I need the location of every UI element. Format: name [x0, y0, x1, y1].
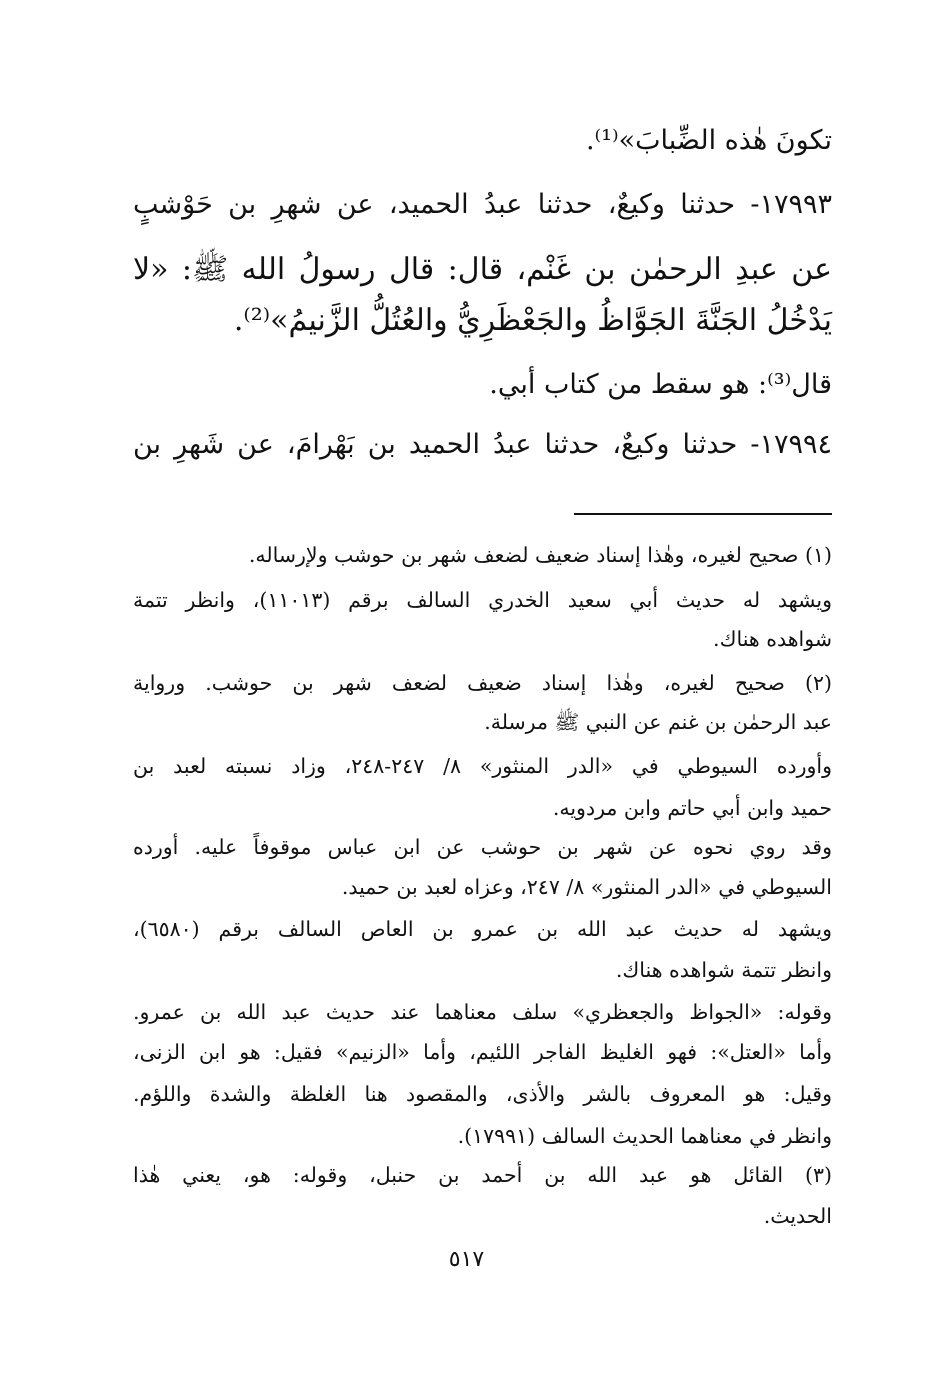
footnote-line: وقد روي نحوه عن شهر بن حوشب عن ابن عباس موقوفاً عليه. أورده: [133, 835, 832, 859]
footnote-line: وأورده السيوطي في «الدر المنثور» ٨/ ٢٤٧-٢٤٨، وزاد نسبته لعبد بن: [133, 754, 832, 778]
footnote-line: السيوطي في «الدر المنثور» ٨/ ٢٤٧، وعزاه لعبد بن حميد.: [341, 875, 832, 899]
main-line: تكونَ هٰذه الضِّبابَ»⁽¹⁾.: [585, 125, 832, 156]
footnote-line: (٣) القائل هو عبد الله بن أحمد بن حنبل، وقوله: هو، يعني هٰذا: [133, 1163, 832, 1187]
footnote-line: وقيل: هو المعروف بالشر والأذى، والمقصود هنا الغلظة والشدة واللؤم.: [133, 1082, 832, 1106]
footnote-line: شواهده هناك.: [713, 627, 832, 651]
footnote-line: وأما «العتل»: فهو الغليظ الفاجر اللئيم، وأما «الزنيم» فقيل: هو ابن الزنى،: [133, 1040, 832, 1064]
footnote-line: حميد وابن أبي حاتم وابن مردويه.: [552, 796, 832, 820]
main-line: ١٧٩٩٤- حدثنا وكيعٌ، حدثنا عبدُ الحميد بن بَهْرامَ، عن شَهرِ بن: [133, 429, 832, 460]
footnote-line: ويشهد له حديث عبد الله بن عمرو بن العاص السالف برقم (٦٥٨٠)،: [133, 917, 832, 941]
footnote-separator: [574, 513, 832, 515]
main-line: قال⁽³⁾: هو سقط من كتاب أبي.: [489, 369, 832, 400]
main-line: يَدْخُلُ الجَنَّةَ الجَوَّاظُ والجَعْظَرِيُّ والعُتُلُّ الزَّنيمُ»⁽²⁾.: [233, 303, 832, 338]
footnote-line: عبد الرحمٰن بن غنم عن النبي ﷺ مرسلة.: [484, 710, 832, 734]
footnote-line: وقوله: «الجواظ والجعظري» سلف معناهما عند حديث عبد الله بن عمرو.: [133, 1000, 832, 1024]
main-line: عن عبدِ الرحمٰن بن غَنْم، قال: قال رسولُ الله ﷺ: «لا: [133, 252, 832, 287]
footnote-line: ويشهد له حديث أبي سعيد الخدري السالف برقم (١١٠١٣)، وانظر تتمة: [133, 588, 832, 612]
footnote-line: الحديث.: [763, 1204, 832, 1228]
page-number: ٥١٧: [448, 1247, 485, 1272]
footnote-line: وانظر تتمة شواهده هناك.: [615, 958, 832, 982]
main-line: ١٧٩٩٣- حدثنا وكيعٌ، حدثنا عبدُ الحميد، عن شهرِ بن حَوْشبٍ: [133, 189, 832, 220]
footnote-line: (١) صحيح لغيره، وهٰذا إسناد ضعيف لضعف شهر بن حوشب ولإرساله.: [248, 543, 832, 567]
footnote-line: وانظر في معناهما الحديث السالف (١٧٩٩١).: [457, 1124, 832, 1148]
footnote-line: (٢) صحيح لغيره، وهٰذا إسناد ضعيف لضعف شهر بن حوشب. ورواية: [133, 671, 832, 695]
